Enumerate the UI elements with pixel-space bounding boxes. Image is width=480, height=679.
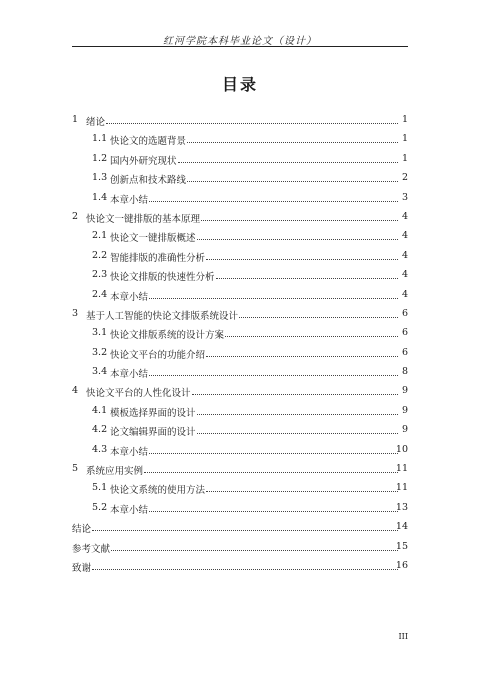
toc-entry-number: 1.1 (92, 133, 108, 145)
toc-entry[interactable] (72, 556, 408, 575)
dot-leader (144, 472, 398, 473)
toc-entry-number: 5.2 (92, 501, 108, 513)
toc-entry-page: 4 (401, 210, 408, 222)
toc-entry-page: 4 (401, 230, 408, 242)
toc-entry[interactable] (72, 381, 408, 400)
toc-entry-number: 3.1 (92, 327, 108, 339)
toc-entry[interactable] (72, 149, 408, 168)
toc-entry-page: 6 (401, 346, 408, 358)
toc-entry-page: 6 (401, 307, 408, 319)
toc-entry-number: 4.1 (92, 404, 108, 416)
toc-entry-page: 9 (401, 424, 408, 436)
dot-leader (206, 491, 398, 492)
toc-entry-page: 3 (401, 191, 408, 203)
toc-entry-page: 1 (401, 114, 408, 125)
dot-leader (92, 530, 398, 531)
toc-entry-number: 3.2 (92, 346, 108, 358)
toc-entry[interactable] (72, 459, 408, 478)
toc-entry-number: 4.3 (92, 443, 108, 455)
toc-entry[interactable] (72, 420, 408, 439)
page-header: 红河学院本科毕业论文（设计） (163, 36, 317, 47)
toc-entry-label: 本章小结 (110, 291, 149, 303)
toc-entry-number: 3 (72, 307, 79, 319)
toc-entry-label: 国内外研究现状 (110, 155, 177, 167)
toc-entry-label: 快论文平台的人性化设计 (86, 388, 191, 400)
toc-entry-page: 16 (395, 559, 408, 571)
dot-leader (106, 123, 398, 124)
toc-entry-number: 1.4 (92, 191, 108, 203)
toc-entry-label: 创新点和技术路线 (110, 175, 187, 187)
dot-leader (206, 259, 398, 260)
toc-entry-number: 2.2 (92, 249, 108, 261)
dot-leader (225, 336, 398, 337)
toc-entry[interactable] (72, 537, 408, 556)
toc-entry-page: 15 (395, 540, 408, 552)
dot-leader (178, 162, 398, 163)
toc-entry[interactable] (72, 304, 408, 323)
dot-leader (149, 375, 398, 376)
toc-entry-page: 8 (401, 366, 408, 378)
toc-entry-label: 基于人工智能的快论文排版系统设计 (86, 310, 239, 322)
toc-entry[interactable] (72, 323, 408, 342)
toc-entry[interactable] (72, 226, 408, 245)
dot-leader (92, 569, 398, 570)
dot-leader (197, 239, 398, 240)
toc-entry-label: 快论文系统的使用方法 (110, 485, 206, 497)
toc-entry[interactable] (72, 129, 408, 148)
toc-entry-label: 快论文排版系统的设计方案 (110, 330, 225, 342)
toc-entry-label: 本章小结 (110, 504, 149, 516)
toc-entry-number: 4 (72, 385, 79, 397)
toc-entry-page: 2 (401, 172, 408, 184)
toc-entry-page: 4 (401, 249, 408, 261)
dot-leader (149, 453, 398, 454)
toc-title: 目录 (221, 75, 258, 94)
toc-entry[interactable] (72, 478, 408, 497)
toc-entry-label: 绪论 (86, 117, 106, 128)
table-of-contents (72, 110, 408, 575)
toc-entry-page: 6 (401, 327, 408, 339)
toc-entry-page: 11 (395, 482, 408, 494)
toc-entry-label: 本章小结 (110, 369, 149, 381)
toc-entry-page: 4 (401, 288, 408, 300)
toc-entry[interactable] (72, 188, 408, 207)
toc-entry-number: 2 (72, 210, 79, 222)
toc-entry-number: 5 (72, 463, 79, 475)
dot-leader (197, 414, 398, 415)
toc-entry-label: 本章小结 (110, 194, 149, 206)
toc-entry-number: 4.2 (92, 424, 108, 436)
toc-entry-number: 1.2 (92, 152, 108, 164)
dot-leader (192, 394, 398, 395)
toc-entry-page: 1 (401, 133, 408, 145)
toc-entry-number: 3.4 (92, 366, 108, 378)
header-rule (72, 46, 408, 47)
toc-entry-number: 2.3 (92, 269, 108, 281)
dot-leader (187, 181, 398, 182)
toc-entry-page: 9 (401, 404, 408, 416)
toc-entry-label: 结论 (72, 524, 92, 536)
dot-leader (149, 298, 398, 299)
toc-entry-label: 系统应用实例 (86, 466, 144, 478)
dot-leader (187, 142, 398, 143)
dot-leader (206, 356, 398, 357)
toc-entry[interactable] (72, 110, 408, 129)
toc-entry[interactable] (72, 265, 408, 284)
dot-leader (216, 278, 398, 279)
dot-leader (201, 220, 398, 221)
toc-entry[interactable] (72, 285, 408, 304)
toc-entry-number: 2.4 (92, 288, 108, 300)
toc-entry-label: 参考文献 (72, 543, 111, 555)
toc-entry-label: 模板选择界面的设计 (110, 407, 196, 419)
toc-entry-number: 2.1 (92, 230, 108, 242)
toc-entry[interactable] (72, 207, 408, 226)
toc-entry-page: 10 (395, 443, 408, 455)
toc-entry-page: 9 (401, 385, 408, 397)
toc-entry[interactable] (72, 498, 408, 517)
toc-entry-page: 4 (401, 269, 408, 281)
toc-entry-label: 智能排版的准确性分析 (110, 252, 206, 264)
toc-entry[interactable] (72, 362, 408, 381)
toc-entry-label: 论文编辑界面的设计 (110, 427, 196, 439)
toc-entry[interactable] (72, 401, 408, 420)
toc-entry[interactable] (72, 246, 408, 265)
toc-entry[interactable] (72, 168, 408, 187)
toc-entry-label: 致谢 (72, 562, 92, 574)
toc-entry-page: 1 (401, 152, 408, 164)
toc-entry-number: 5.1 (92, 482, 108, 494)
toc-entry-label: 快论文的选题背景 (110, 136, 187, 148)
toc-entry-label: 快论文一键排版概述 (110, 233, 196, 245)
toc-entry[interactable] (72, 440, 408, 459)
toc-entry-page: 14 (395, 521, 408, 533)
dot-leader (149, 511, 398, 512)
toc-entry-page: 11 (395, 463, 408, 475)
toc-entry-number: 1 (72, 114, 79, 125)
toc-entry[interactable] (72, 343, 408, 362)
toc-entry-label: 快论文平台的功能介绍 (110, 349, 206, 361)
dot-leader (149, 201, 398, 202)
toc-entry-label: 快论文一键排版的基本原理 (86, 213, 201, 225)
dot-leader (111, 550, 398, 551)
dot-leader (197, 433, 398, 434)
page-number: III (398, 632, 408, 641)
toc-entry-page: 13 (395, 501, 408, 513)
toc-entry-number: 1.3 (92, 172, 108, 184)
toc-entry-label: 快论文排版的快速性分析 (110, 272, 215, 284)
toc-entry[interactable] (72, 517, 408, 536)
dot-leader (239, 317, 398, 318)
toc-entry-label: 本章小结 (110, 446, 149, 458)
